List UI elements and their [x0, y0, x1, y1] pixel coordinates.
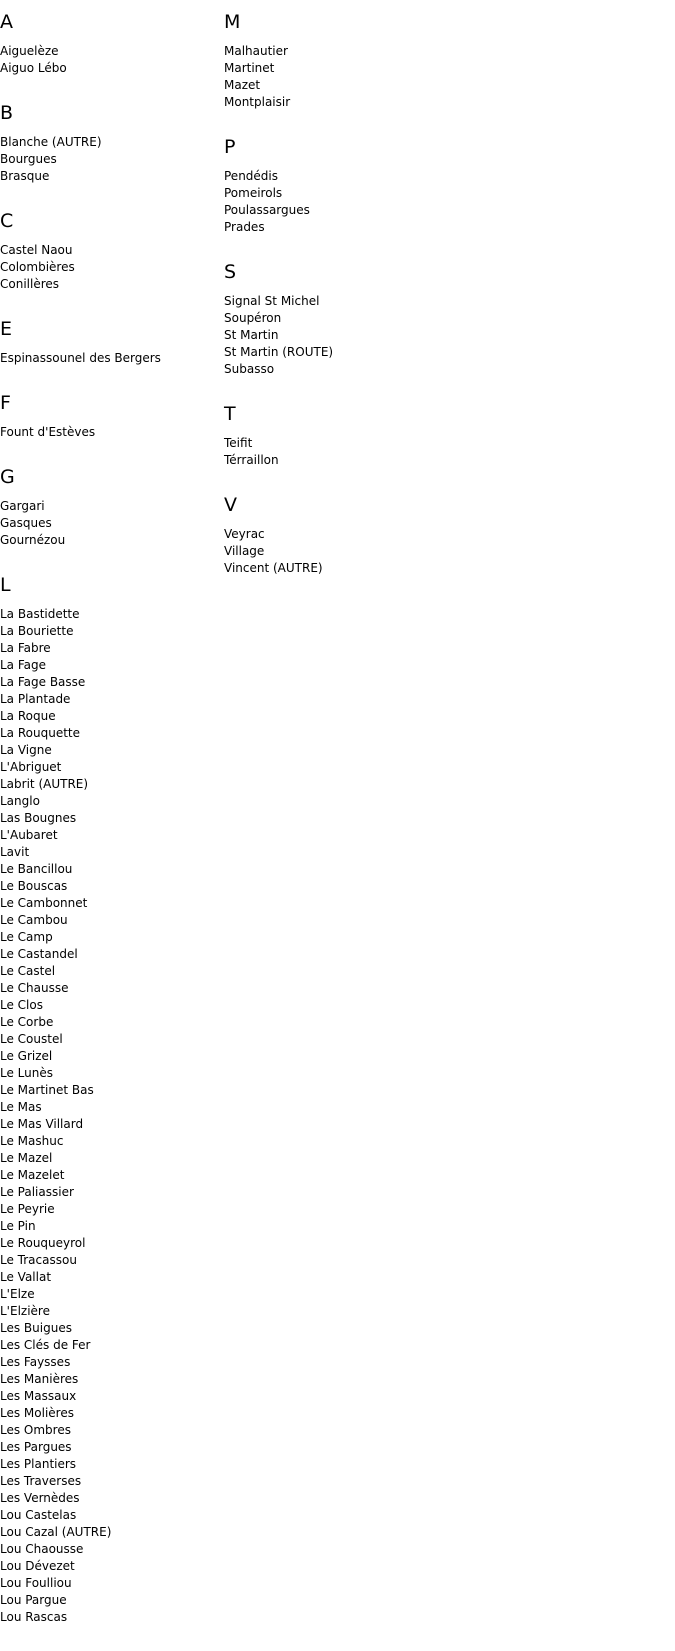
place-link[interactable]: Lou Castelas [0, 1508, 77, 1522]
place-link[interactable]: Les Clés de Fer [0, 1338, 91, 1352]
place-link[interactable]: Le Mazelet [0, 1168, 65, 1182]
section-a [0, 11, 215, 77]
place-link[interactable]: L'Abriguet [0, 760, 62, 774]
section-letter: C [0, 210, 14, 232]
entry-list [0, 134, 215, 185]
section-v [224, 494, 524, 577]
place-link[interactable]: Les Molières [0, 1406, 74, 1420]
place-link[interactable]: Le Rouqueyrol [0, 1236, 86, 1250]
section-letter: L [0, 574, 11, 596]
place-link[interactable]: Les Pargues [0, 1440, 72, 1454]
place-link[interactable]: Le Lunès [0, 1066, 53, 1080]
place-link[interactable]: Blanche (AUTRE) [0, 135, 102, 149]
place-link[interactable]: Lou Dévezet [0, 1559, 75, 1573]
place-link[interactable]: La Bouriette [0, 624, 74, 638]
place-link[interactable]: Les Ombres [0, 1423, 71, 1437]
place-link[interactable]: Langlo [0, 794, 40, 808]
place-link[interactable]: Lou Chaousse [0, 1542, 84, 1556]
place-link[interactable]: Montplaisir [224, 95, 291, 109]
place-link[interactable]: Les Faysses [0, 1355, 71, 1369]
place-link[interactable]: Le Grizel [0, 1049, 53, 1063]
left-column [0, 0, 215, 1651]
place-link[interactable]: La Bastidette [0, 607, 80, 621]
place-link[interactable]: Le Mas Villard [0, 1117, 84, 1131]
section-letter: G [0, 466, 15, 488]
section-b [0, 102, 215, 185]
place-link[interactable]: Lou Pargue [0, 1593, 67, 1607]
entry-list [0, 43, 215, 77]
place-link[interactable]: L'Aubaret [0, 828, 58, 842]
place-link[interactable]: Brasque [0, 169, 50, 183]
place-link[interactable]: Martinet [224, 61, 275, 75]
place-link[interactable]: Les Plantiers [0, 1457, 77, 1471]
place-link[interactable]: Mazet [224, 78, 261, 92]
place-link[interactable]: Aiguo Lébo [0, 61, 67, 75]
place-link[interactable]: Las Bougnes [0, 811, 77, 825]
place-link[interactable]: Le Martinet Bas [0, 1083, 94, 1097]
section-letter: M [224, 11, 241, 33]
place-link[interactable]: Le Corbe [0, 1015, 54, 1029]
place-link[interactable]: Lou Cazal (AUTRE) [0, 1525, 112, 1539]
place-link[interactable]: Les Buigues [0, 1321, 72, 1335]
place-link[interactable]: Conillères [0, 277, 60, 291]
place-link[interactable]: Castel Naou [0, 243, 73, 257]
place-link[interactable]: L'Elzière [0, 1304, 50, 1318]
place-link[interactable]: Soupéron [224, 311, 282, 325]
place-link[interactable]: Prades [224, 220, 265, 234]
place-link[interactable]: Pomeirols [224, 186, 283, 200]
section-letter: F [0, 392, 11, 414]
place-link[interactable]: Lou Rascas [0, 1610, 68, 1624]
place-link[interactable]: La Plantade [0, 692, 71, 706]
section-letter: A [0, 11, 13, 33]
entry-list [0, 350, 215, 367]
place-link[interactable]: Gargari [0, 499, 45, 513]
place-link[interactable]: Poulassargues [224, 203, 310, 217]
place-link[interactable]: Colombières [0, 260, 75, 274]
place-link[interactable]: La Vigne [0, 743, 52, 757]
entry-list [0, 242, 215, 293]
entry-list [224, 293, 524, 378]
place-link[interactable]: Le Camp [0, 930, 53, 944]
place-link[interactable]: Espinassounel des Bergers [0, 351, 161, 365]
right-column [224, 0, 524, 602]
section-t [224, 403, 524, 469]
place-link[interactable]: Le Mas [0, 1100, 42, 1114]
place-link[interactable]: Le Tracassou [0, 1253, 77, 1267]
section-letter: B [0, 102, 14, 124]
place-link[interactable]: Le Paliassier [0, 1185, 74, 1199]
place-link[interactable]: Aiguelèze [0, 44, 59, 58]
place-link[interactable]: Lou Foulliou [0, 1576, 72, 1590]
place-link[interactable]: Le Coustel [0, 1032, 63, 1046]
entry-list [224, 43, 524, 111]
place-link[interactable]: La Rouquette [0, 726, 80, 740]
entry-list [224, 435, 524, 469]
place-link[interactable]: Malhautier [224, 44, 288, 58]
place-link[interactable]: Le Castel [0, 964, 56, 978]
place-link[interactable]: Gournézou [0, 533, 66, 547]
entry-list [224, 168, 524, 236]
place-link[interactable]: La Fage [0, 658, 47, 672]
section-f [0, 392, 215, 441]
place-link[interactable]: Bourgues [0, 152, 57, 166]
place-link[interactable]: Les Manières [0, 1372, 79, 1386]
place-link[interactable]: Vincent (AUTRE) [224, 561, 323, 575]
place-link[interactable]: Subasso [224, 362, 275, 376]
place-link[interactable]: Le Vallat [0, 1270, 52, 1284]
place-link[interactable]: Les Vernèdes [0, 1491, 80, 1505]
place-link[interactable]: Village [224, 544, 265, 558]
place-link[interactable]: Pendédis [224, 169, 278, 183]
section-s [224, 261, 524, 378]
place-link[interactable]: Labrit (AUTRE) [0, 777, 89, 791]
place-link[interactable]: La Fage Basse [0, 675, 86, 689]
section-p [224, 136, 524, 236]
place-link[interactable]: Veyrac [224, 527, 265, 541]
place-link[interactable]: Le Castandel [0, 947, 78, 961]
place-link[interactable]: Le Chausse [0, 981, 69, 995]
section-g [0, 466, 215, 549]
place-link[interactable]: Fount d'Estèves [0, 425, 96, 439]
place-link[interactable]: Les Traverses [0, 1474, 82, 1488]
place-link[interactable]: Les Massaux [0, 1389, 77, 1403]
section-letter: V [224, 494, 237, 516]
section-l [0, 574, 215, 1626]
section-letter: S [224, 261, 237, 283]
entry-list [0, 424, 215, 441]
place-link[interactable]: Le Bancillou [0, 862, 73, 876]
place-link[interactable]: Térraillon [224, 453, 279, 467]
place-link[interactable]: Le Mazel [0, 1151, 53, 1165]
place-link[interactable]: Le Cambonnet [0, 896, 88, 910]
place-link[interactable]: St Martin [224, 328, 279, 342]
entry-list [0, 606, 215, 1626]
place-link[interactable]: L'Elze [0, 1287, 35, 1301]
entry-list [0, 498, 215, 549]
section-c [0, 210, 215, 293]
place-link[interactable]: Le Clos [0, 998, 43, 1012]
place-link[interactable]: La Fabre [0, 641, 51, 655]
place-link[interactable]: Le Bouscas [0, 879, 68, 893]
section-letter: E [0, 318, 13, 340]
place-link[interactable]: La Roque [0, 709, 56, 723]
place-link[interactable]: Le Mashuc [0, 1134, 64, 1148]
section-letter: P [224, 136, 236, 158]
entry-list [224, 526, 524, 577]
section-letter: T [224, 403, 236, 425]
place-link[interactable]: Signal St Michel [224, 294, 320, 308]
place-link[interactable]: Le Pin [0, 1219, 36, 1233]
place-link[interactable]: Gasques [0, 516, 52, 530]
section-m [224, 11, 524, 111]
place-link[interactable]: Lavit [0, 845, 30, 859]
section-e [0, 318, 215, 367]
place-link[interactable]: St Martin (ROUTE) [224, 345, 334, 359]
place-link[interactable]: Le Cambou [0, 913, 68, 927]
place-link[interactable]: Teifit [224, 436, 253, 450]
place-link[interactable]: Le Peyrie [0, 1202, 55, 1216]
